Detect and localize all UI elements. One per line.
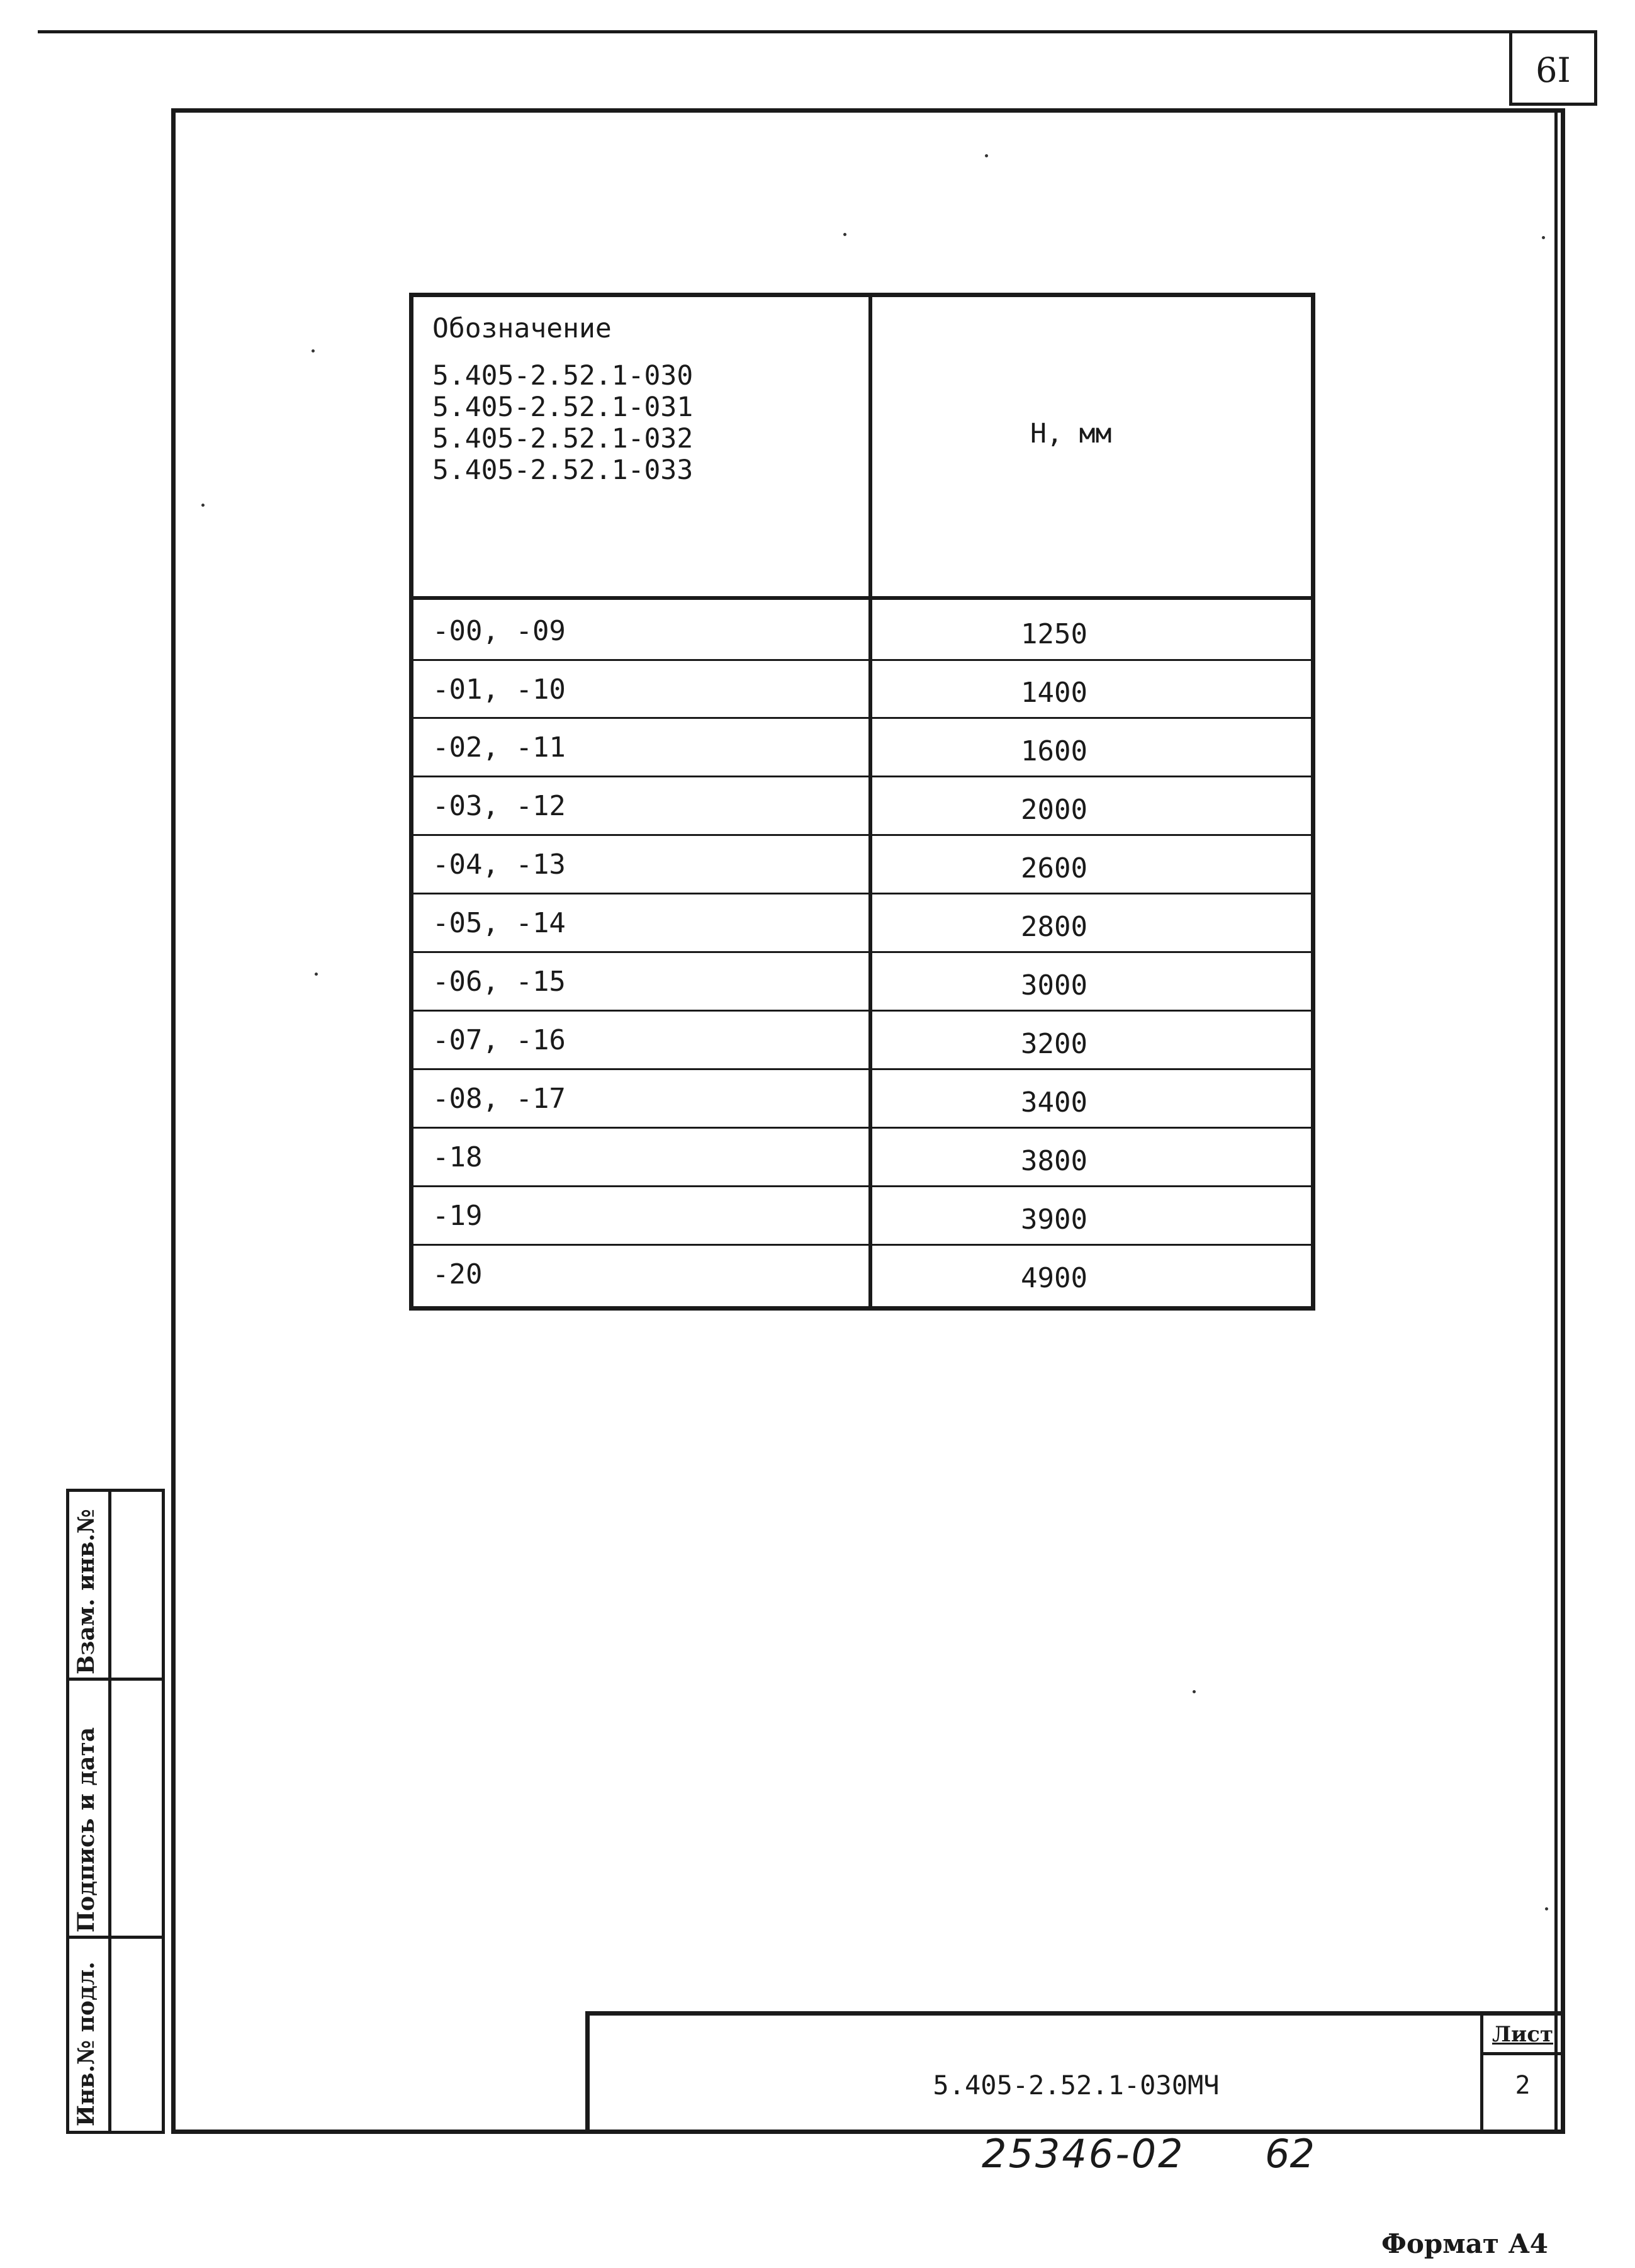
table-cell-height: 1250 [1021,618,1087,650]
designation-code: 5.405-2.52.1-032 [432,423,694,454]
sheet-label: Лист [1492,2022,1554,2047]
handwritten-page-number: 62 [1265,2131,1315,2177]
table-cell-variant: -06, -15 [432,966,566,998]
inv-replaced-label: Взам. инв.№ [73,1509,99,1674]
table-cell-variant: -20 [432,1258,483,1290]
document-code: 5.405-2.52.1-030МЧ [933,2070,1220,2101]
table-cell-height: 3800 [1021,1145,1087,1177]
row-separator [413,1068,1311,1070]
signature-date-label: Подпись и дата [73,1727,99,1932]
table-cell-variant: -03, -12 [432,790,566,822]
side-stamp-strip [66,1489,165,2134]
table-cell-height: 2800 [1021,911,1087,943]
table-cell-variant: -04, -13 [432,849,566,881]
row-separator [413,1185,1311,1187]
scan-speck [315,973,318,976]
height-header: H, мм [1030,418,1112,449]
variants-table [409,293,1315,1311]
scan-speck [312,349,315,353]
sheet-number: 2 [1515,2071,1531,2100]
top-border-line [38,30,1597,33]
row-separator [413,717,1311,719]
designation-code: 5.405-2.52.1-030 [432,360,694,392]
scan-speck [1545,1907,1548,1910]
table-column-divider [868,297,872,1306]
scan-speck [1542,236,1545,239]
frame-right-strip [1554,108,1565,2134]
table-cell-variant: -00, -09 [432,615,566,647]
table-cell-height: 4900 [1021,1262,1087,1294]
designation-code: 5.405-2.52.1-033 [432,454,694,486]
table-cell-variant: -07, -16 [432,1024,566,1056]
table-cell-height: 1400 [1021,677,1087,709]
scan-speck [985,154,988,157]
side-strip-row-divider [69,1678,162,1681]
format-label: Формат А4 [1381,2228,1549,2259]
side-strip-row-divider [69,1936,162,1939]
table-header-divider [413,596,1311,600]
table-cell-height: 1600 [1021,735,1087,767]
designation-code: 5.405-2.52.1-031 [432,392,694,423]
sheet-box-divider [1483,2052,1565,2055]
row-separator [413,834,1311,836]
table-cell-variant: -02, -11 [432,731,566,764]
side-strip-inner-divider [108,1492,111,2131]
designation-header: Обозначение [432,313,612,344]
row-separator [413,893,1311,894]
row-separator [413,776,1311,777]
scan-speck [201,504,205,507]
row-separator [413,1010,1311,1012]
table-cell-variant: -18 [432,1141,483,1173]
table-cell-height: 2600 [1021,852,1087,884]
table-cell-variant: -08, -17 [432,1083,566,1115]
row-separator [413,659,1311,661]
scan-speck [843,233,846,236]
row-separator [413,1127,1311,1129]
table-cell-height: 3200 [1021,1028,1087,1060]
table-cell-height: 3000 [1021,969,1087,1001]
table-cell-variant: -05, -14 [432,907,566,939]
table-cell-height: 2000 [1021,794,1087,826]
table-cell-variant: -19 [432,1200,483,1232]
scan-speck [1193,1690,1196,1693]
table-cell-variant: -01, -10 [432,674,566,706]
table-cell-height: 3900 [1021,1204,1087,1236]
row-separator [413,1244,1311,1246]
inv-original-label: Инв.№ подл. [73,1961,99,2126]
handwritten-archive-number: 25346-02 [982,2131,1185,2177]
page-number: 6I [1536,50,1571,90]
table-cell-height: 3400 [1021,1086,1087,1119]
row-separator [413,951,1311,953]
